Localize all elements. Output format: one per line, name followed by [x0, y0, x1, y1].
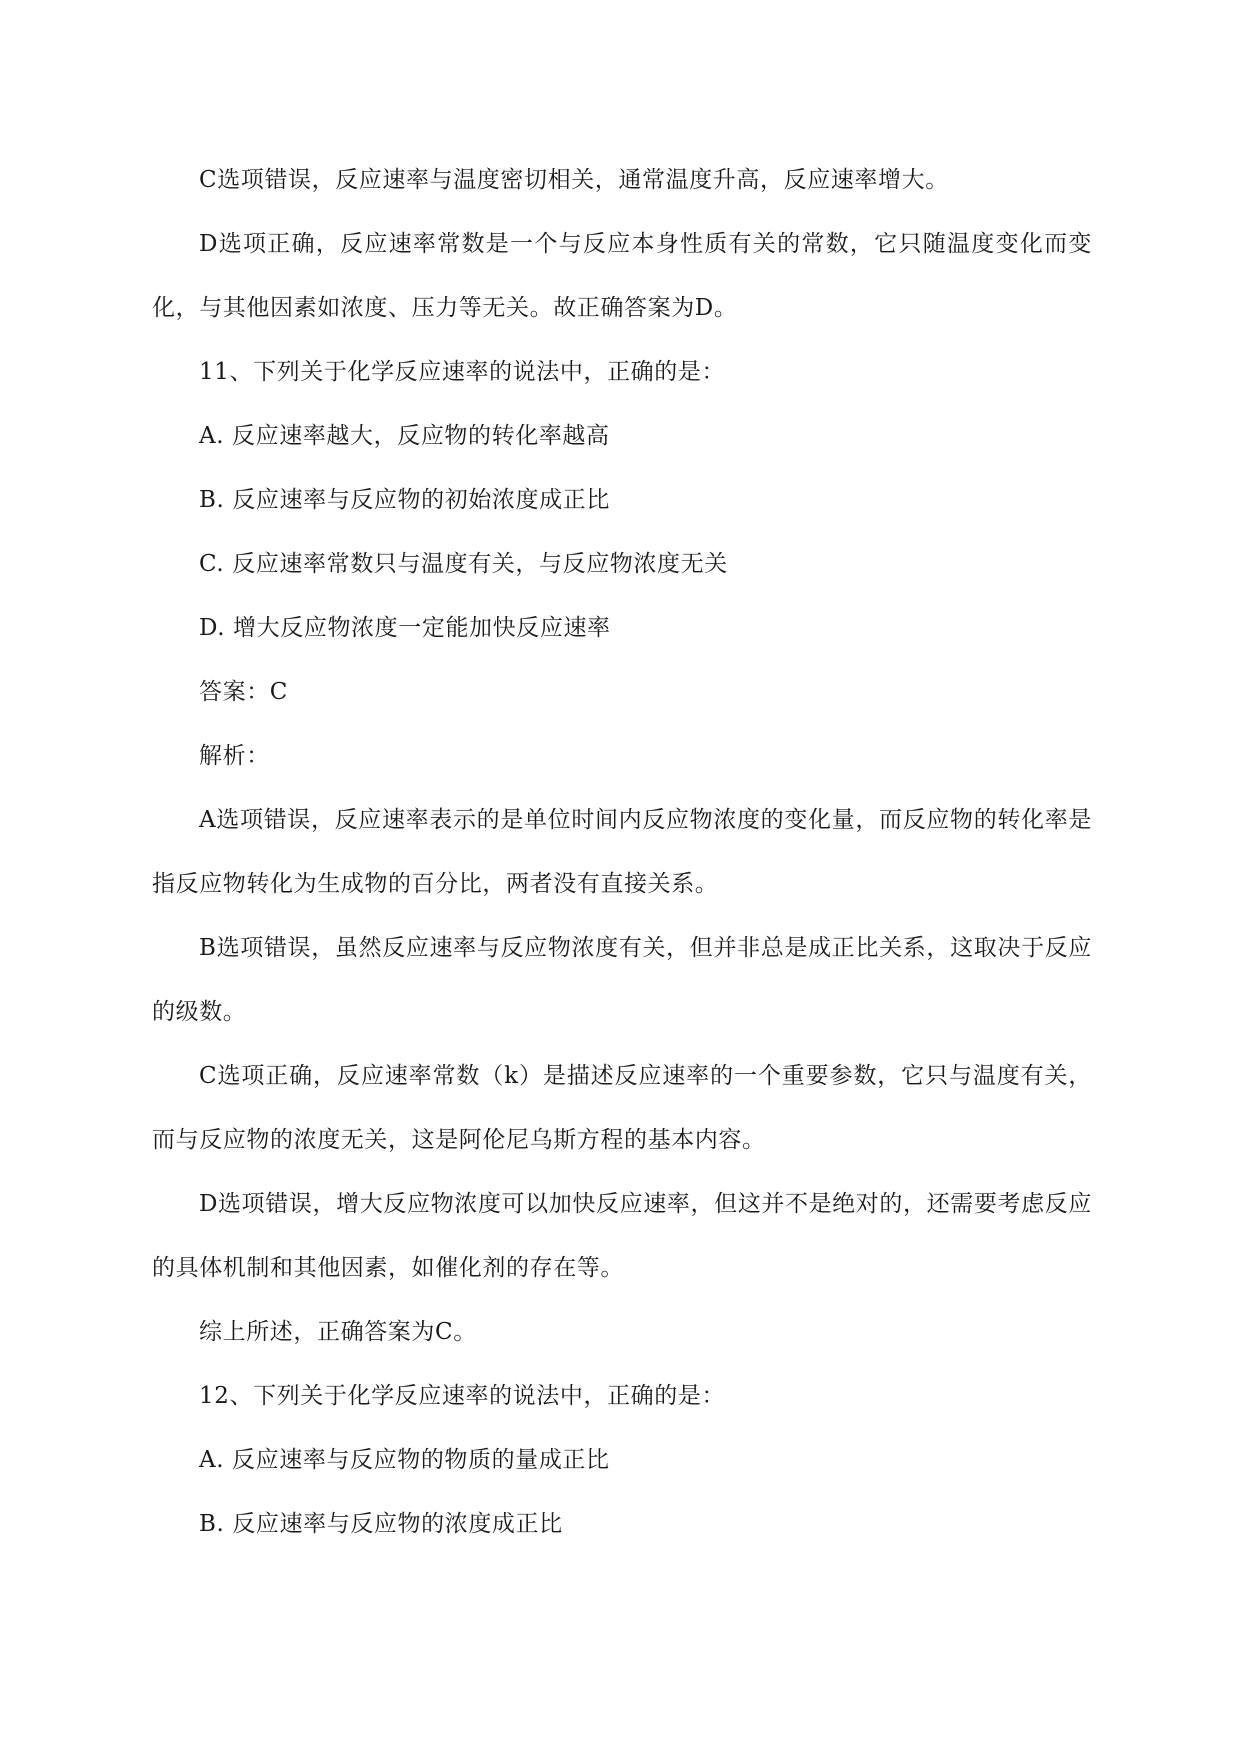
- question-11-option-d: D. 增大反应物浓度一定能加快反应速率: [199, 615, 611, 641]
- question-11-option-a: A. 反应速率越大，反应物的转化率越高: [199, 423, 610, 449]
- analysis-summary: 综上所述，正确答案为C。: [199, 1319, 477, 1345]
- question-11-answer: 答案：C: [199, 679, 288, 705]
- paragraph-d-option-explanation: D选项正确，反应速率常数是一个与反应本身性质有关的常数，它只随温度变化而变化，与其他因素如浓度、压力等无关。故正确答案为D。: [152, 231, 1092, 321]
- analysis-option-d: D选项错误，增大反应物浓度可以加快反应速率，但这并不是绝对的，还需要考虑反应的具体机制和其他因素，如催化剂的存在等。: [152, 1191, 1092, 1281]
- question-12-option-b: B. 反应速率与反应物的浓度成正比: [199, 1511, 563, 1537]
- question-11-option-b: B. 反应速率与反应物的初始浓度成正比: [199, 487, 610, 513]
- document-body: [152, 148, 1092, 1556]
- analysis-option-b: B选项错误，虽然反应速率与反应物浓度有关，但并非总是成正比关系，这取决于反应的级数。: [152, 935, 1092, 1025]
- analysis-option-c: C选项正确，反应速率常数（k）是描述反应速率的一个重要参数，它只与温度有关，而与反应物的浓度无关，这是阿伦尼乌斯方程的基本内容。: [152, 1063, 1092, 1153]
- question-12-stem: 12、下列关于化学反应速率的说法中，正确的是：: [199, 1383, 726, 1409]
- question-11-stem: 11、下列关于化学反应速率的说法中，正确的是：: [199, 359, 726, 385]
- question-11-option-c: C. 反应速率常数只与温度有关，与反应物浓度无关: [199, 551, 728, 577]
- paragraph-c-option-explanation: C选项错误，反应速率与温度密切相关，通常温度升高，反应速率增大。: [199, 167, 949, 193]
- question-12-option-a: A. 反应速率与反应物的物质的量成正比: [199, 1447, 610, 1473]
- analysis-option-a: A选项错误，反应速率表示的是单位时间内反应物浓度的变化量，而反应物的转化率是指反应物转化为生成物的百分比，两者没有直接关系。: [152, 807, 1092, 897]
- question-11-analysis-heading: 解析：: [199, 743, 270, 769]
